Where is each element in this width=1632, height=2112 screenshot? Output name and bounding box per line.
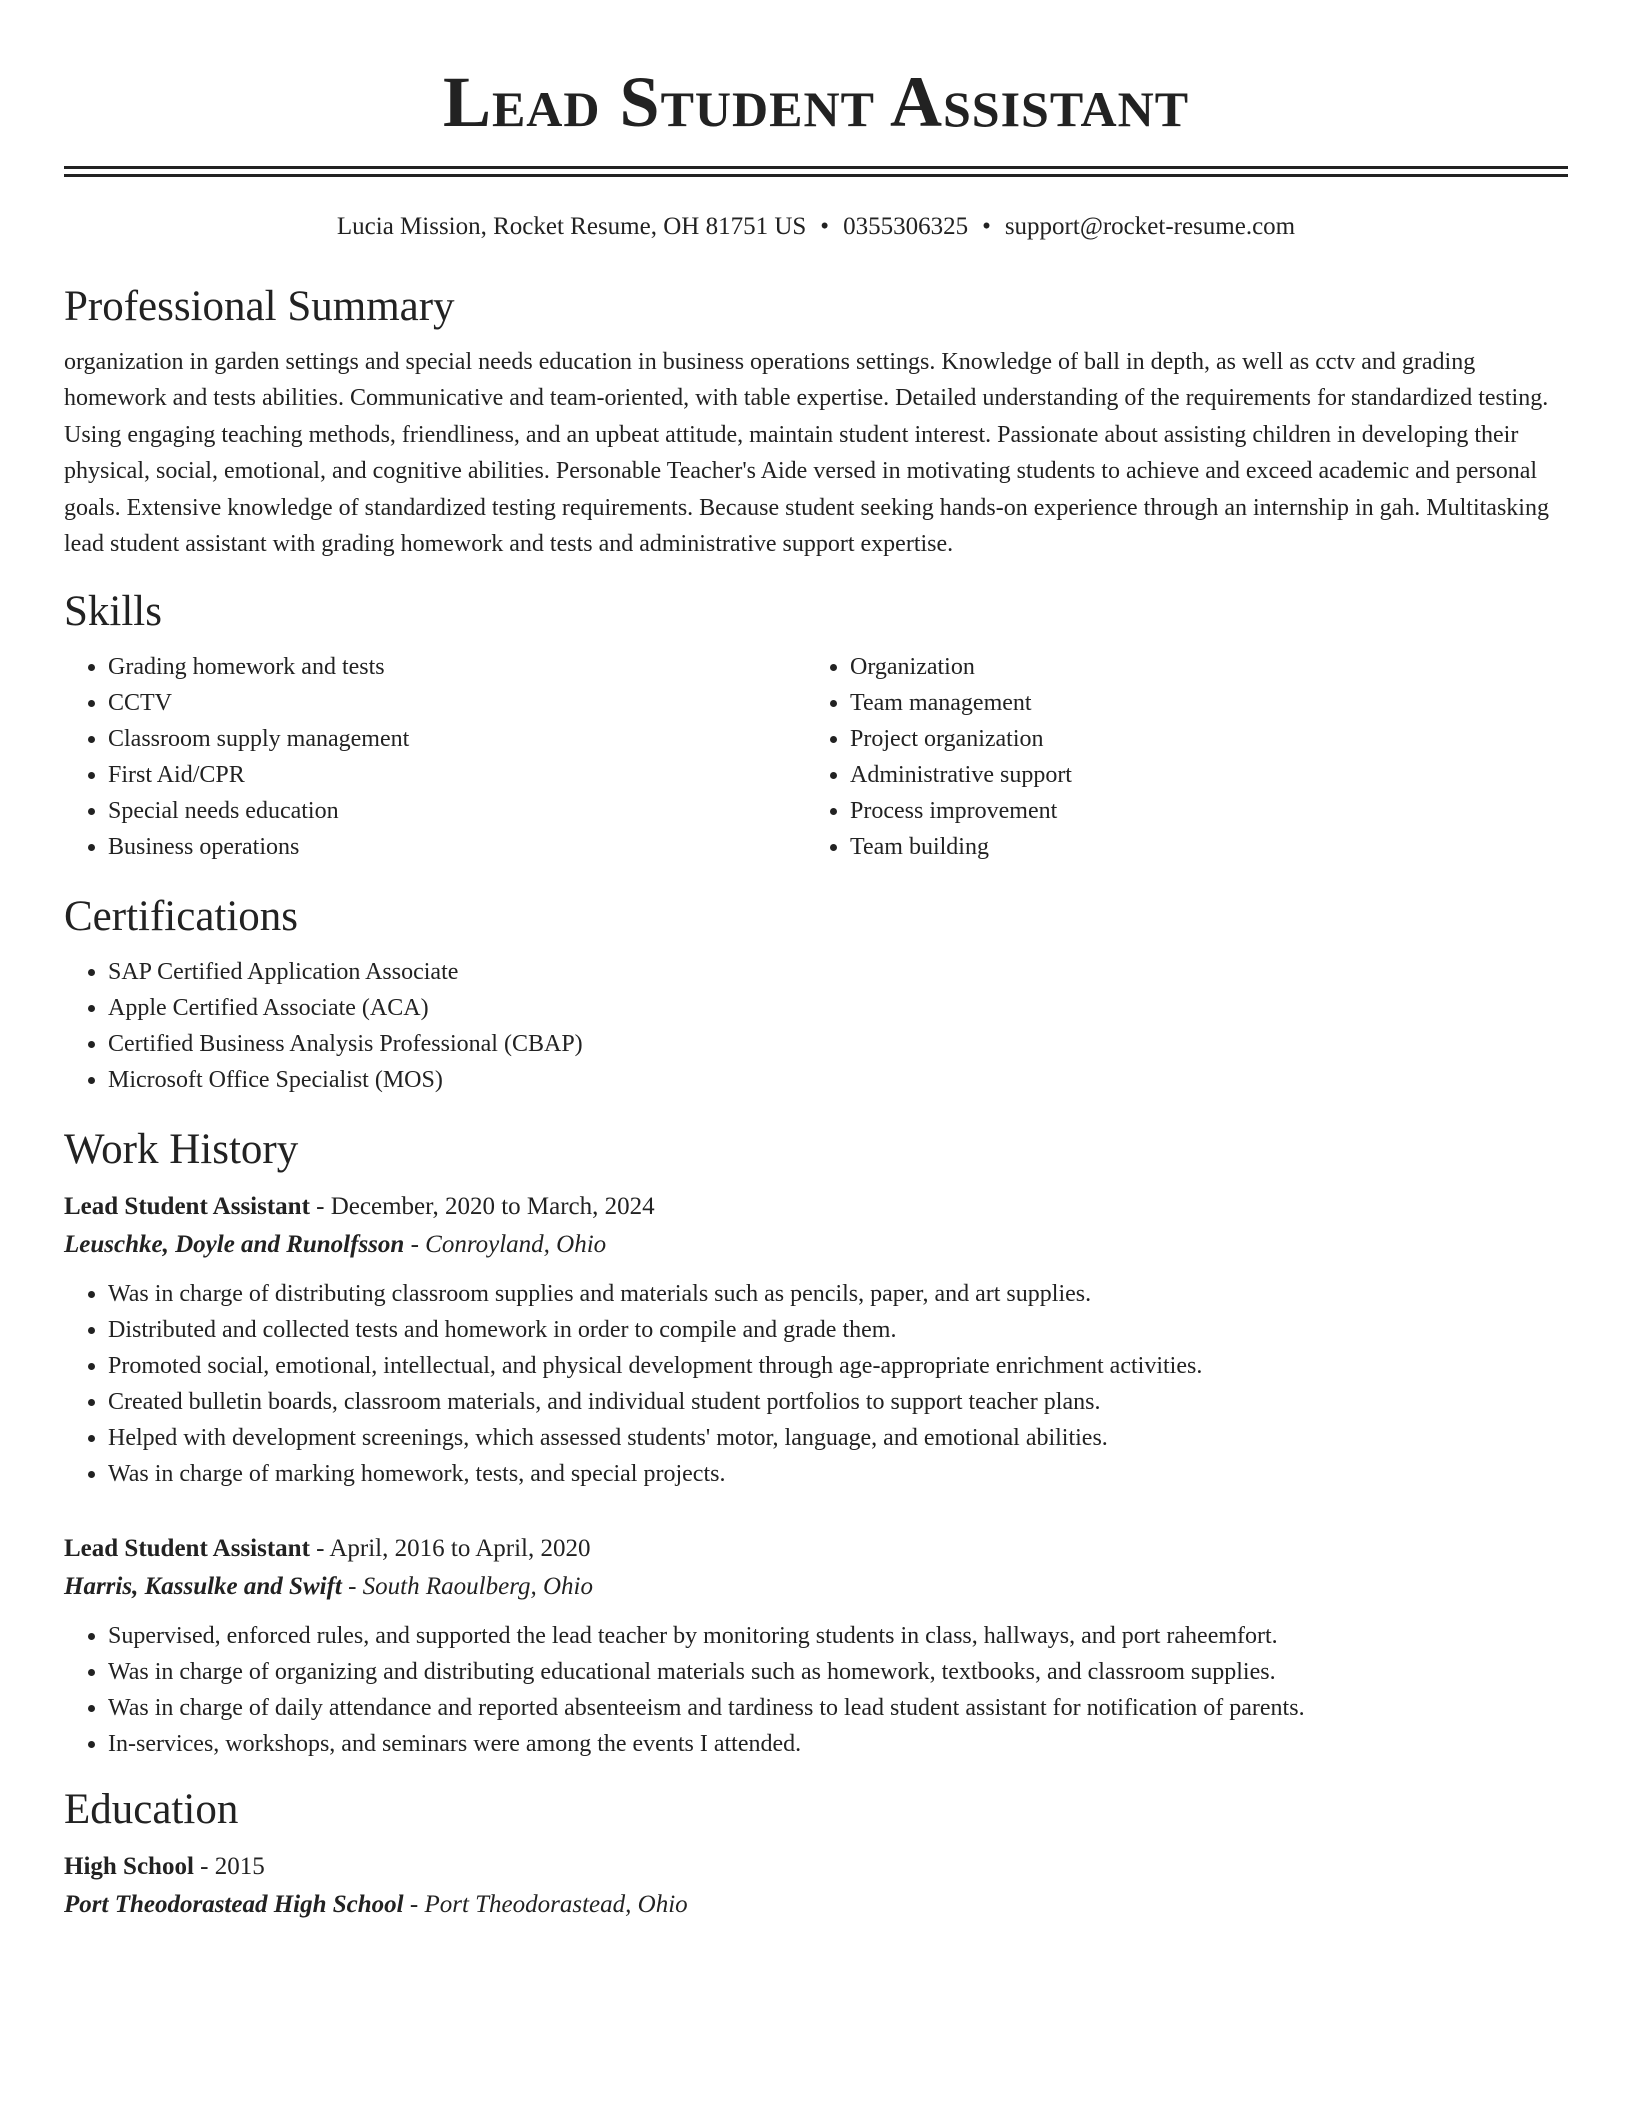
job-duty: • Was in charge of organizing and distributing educational materials such as homework, textbooks, and classroom supplies. — [108, 1654, 1568, 1690]
skills-columns — [64, 649, 1568, 865]
skills-list-left — [64, 649, 806, 865]
job-duty: • Was in charge of daily attendance and reported absenteeism and tardiness to lead student assistant for notification of parents. — [108, 1690, 1568, 1726]
job-duty: • Was in charge of marking homework, tests, and special projects. — [108, 1456, 1568, 1492]
job-company: Harris, Kassulke and Swift — [64, 1573, 342, 1601]
education-school-line — [64, 1886, 1568, 1924]
job-role: Lead Student Assistant — [64, 1535, 310, 1563]
job-location: - South Raoulberg, Ohio — [341, 1573, 593, 1601]
skill-item: • Grading homework and tests — [108, 649, 806, 685]
job-duty: • Promoted social, emotional, intellectual, and physical development through age-appropriate enrichment activities. — [108, 1348, 1568, 1384]
job-title-line — [64, 1530, 1568, 1568]
contact-separator: • — [982, 213, 991, 240]
contact-separator: • — [820, 213, 830, 240]
job-duty: • Helped with development screenings, which assessed students' motor, language, and emotional abilities. — [108, 1420, 1568, 1456]
skill-item: • Team management — [850, 685, 1548, 721]
contact-phone: 0355306325 — [843, 213, 969, 240]
job-role: Lead Student Assistant — [64, 1193, 310, 1221]
job-duty: • Was in charge of distributing classroom supplies and materials such as pencils, paper, and art supplies. — [108, 1276, 1568, 1312]
skills-list-right — [806, 649, 1548, 865]
contact-email: support@rocket-resume.com — [1004, 213, 1296, 240]
education-degree-line — [64, 1848, 1568, 1886]
job-company-line — [64, 1226, 1568, 1264]
contact-line — [64, 211, 1568, 243]
job-duty: • In-services, workshops, and seminars were among the events I attended. — [108, 1726, 1568, 1762]
skill-item: • Project organization — [850, 721, 1548, 757]
skills-column-left — [64, 649, 806, 865]
job-duty: • Distributed and collected tests and homework in order to compile and grade them. — [108, 1312, 1568, 1348]
job-duty: • Supervised, enforced rules, and supported the lead teacher by monitoring students in class, hallways, and port raheemfort. — [108, 1618, 1568, 1654]
job-duty: • Created bulletin boards, classroom materials, and individual student portfolios to support teacher plans. — [108, 1384, 1568, 1420]
skill-item: • First Aid/CPR — [108, 757, 806, 793]
job-duties-list — [64, 1276, 1568, 1492]
job-company: Leuschke, Doyle and Runolfsson — [64, 1231, 405, 1259]
education-degree: High School — [64, 1853, 194, 1881]
education-school: Port Theodorastead High School — [64, 1891, 404, 1919]
certification-item: • Microsoft Office Specialist (MOS) — [108, 1062, 1568, 1098]
job-dates: - December, 2020 to March, 2024 — [309, 1193, 655, 1221]
resume-page — [64, 0, 1568, 1924]
certifications-heading: Certifications — [64, 893, 299, 941]
certification-item: • SAP Certified Application Associate — [108, 954, 1568, 990]
job-title-line — [64, 1188, 1568, 1226]
job-dates: - April, 2016 to April, 2020 — [309, 1535, 591, 1563]
skill-item: • Special needs education — [108, 793, 806, 829]
skill-item: • Organization — [850, 649, 1548, 685]
skill-item: • Administrative support — [850, 757, 1548, 793]
skill-item: • Team building — [850, 829, 1548, 865]
work-history-heading: Work History — [64, 1126, 299, 1174]
skill-item: • Process improvement — [850, 793, 1548, 829]
skill-item: • Classroom supply management — [108, 721, 806, 757]
job-entry — [64, 1188, 1568, 1492]
summary-text: organization in garden settings and special needs education in business operations settings. Knowledge of ball in depth, as well as cctv and grading homework and tests abilities. Communicative and team-oriented, with table expertise. Detailed understanding of the requirements for standardized testing. Using engaging teaching methods, friendliness, and an upbeat attitude, maintain student interest. Passionate about assisting children in developing their physical, social, emotional, and cognitive abilities. Personable Teacher's Aide versed in motivating students to achieve and exceed academic and personal goals. Extensive knowledge of standardized testing requirements. Because student seeking hands-on experience through an internship in gah. Multitasking lead student assistant with grading homework and tests and administrative support expertise. — [64, 349, 1549, 558]
education-location: - Port Theodorastead, Ohio — [403, 1891, 688, 1919]
summary-heading: Professional Summary — [64, 283, 455, 330]
certifications-list — [64, 954, 1568, 1098]
certification-item: • Certified Business Analysis Professional (CBAP) — [108, 1026, 1568, 1062]
education-year: - 2015 — [193, 1853, 265, 1881]
skills-heading: Skills — [64, 588, 162, 636]
certification-item: • Apple Certified Associate (ACA) — [108, 990, 1568, 1026]
job-company-line — [64, 1568, 1568, 1606]
header-divider — [64, 166, 1568, 177]
job-entry — [64, 1530, 1568, 1762]
job-location: - Conroyland, Ohio — [404, 1231, 607, 1259]
resume-name: Lead Student Assistant — [442, 62, 1190, 142]
education-heading: Education — [64, 1786, 239, 1834]
job-duties-list — [64, 1618, 1568, 1762]
skills-column-right — [806, 649, 1548, 865]
skill-item: • CCTV — [108, 685, 806, 721]
skill-item: • Business operations — [108, 829, 806, 865]
contact-address: Lucia Mission, Rocket Resume, OH 81751 US — [336, 213, 807, 240]
